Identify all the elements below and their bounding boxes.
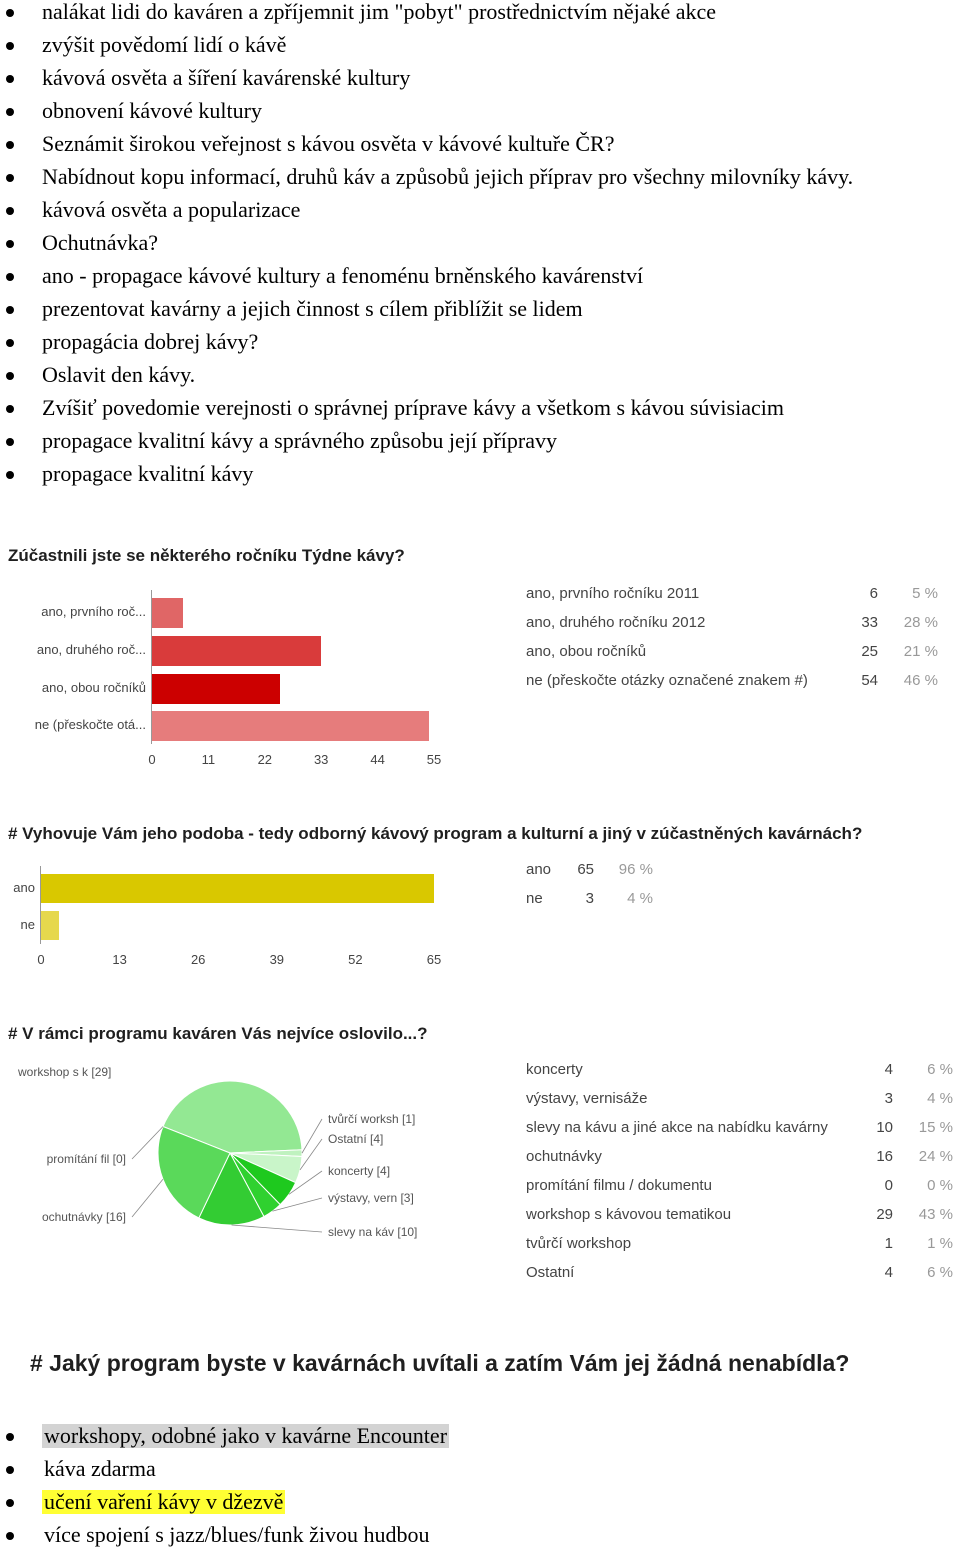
legend-row [526, 613, 938, 642]
legend-count: 4 [884, 1264, 893, 1281]
bullet-icon [6, 438, 14, 446]
x-tick-label: 44 [370, 752, 385, 767]
legend-label: ano, druhého ročníku 2012 [526, 614, 706, 631]
legend-percent: 21 % [903, 643, 938, 660]
legend-percent: 6 % [927, 1264, 953, 1281]
pie-leader-line [132, 1179, 163, 1217]
legend-percent: 4 % [927, 1090, 953, 1107]
legend-percent: 0 % [927, 1177, 953, 1194]
bullet-icon [6, 339, 14, 347]
pie-slice-label: workshop s k [29] [18, 1065, 112, 1079]
legend-label: promítání filmu / dokumentu [526, 1177, 712, 1194]
legend-label: ne [526, 890, 543, 907]
bullet-icon [6, 108, 14, 116]
legend-count: 29 [876, 1206, 893, 1223]
legend-percent: 96 % [618, 861, 653, 878]
legend-label: výstavy, vernisáže [526, 1090, 648, 1107]
legend-row [526, 1176, 953, 1205]
legend-row [526, 1089, 953, 1118]
x-tick-label: 55 [426, 752, 442, 767]
bar [152, 598, 183, 628]
bullet-icon [6, 141, 14, 149]
legend-label: ne (přeskočte otázky označené znakem #) [526, 672, 808, 689]
x-tick-label: 0 [148, 752, 156, 767]
pie-slice-label: Ostatní [4] [328, 1132, 384, 1146]
bullet-icon [6, 372, 14, 380]
legend-percent: 43 % [918, 1206, 953, 1223]
legend-label: tvůrčí workshop [526, 1235, 632, 1252]
bar [152, 711, 429, 741]
pie-leader-line [232, 1225, 322, 1232]
highlighted-text: učení vaření kávy v džezvě [44, 1489, 284, 1514]
legend-row [526, 1234, 953, 1263]
bullet-icon [6, 174, 14, 182]
pie-slice-label: výstavy, vern [3] [328, 1191, 414, 1205]
category-label: ano [13, 879, 35, 895]
chart1-title: Zúčastnili jste se některého ročníku Týdne kávy? [8, 546, 405, 565]
pie-leader-line [302, 1119, 322, 1153]
bullet-icon [6, 75, 14, 83]
x-tick-label: 33 [313, 752, 329, 767]
legend-count: 3 [585, 890, 594, 907]
category-label: ne [20, 916, 35, 932]
bullet-icon [6, 273, 14, 281]
legend-label: ano, prvního ročníku 2011 [526, 585, 700, 602]
bullet-icon [6, 9, 14, 17]
bullet-icon [6, 1499, 14, 1507]
chart2-title: # Vyhovuje Vám jeho podoba - tedy odborný kávový program a kulturní a jiný v zúčastněných kavárnách? [8, 824, 863, 843]
legend-label: ochutnávky [526, 1148, 602, 1165]
x-tick-label: 0 [37, 952, 45, 967]
legend-percent: 5 % [912, 585, 938, 602]
bullet-icon [6, 1466, 14, 1474]
bullet-icon [6, 240, 14, 248]
bullet-icon [6, 42, 14, 50]
legend-percent: 6 % [927, 1061, 953, 1078]
chart3-pie-chart [0, 1055, 460, 1275]
legend-count: 3 [884, 1090, 893, 1107]
legend-row [526, 642, 938, 671]
legend-count: 65 [577, 861, 594, 878]
bar [152, 636, 321, 666]
bullet-icon [6, 1532, 14, 1540]
legend-label: ano [526, 861, 552, 878]
legend-percent: 1 % [927, 1235, 953, 1252]
legend-row [526, 584, 938, 613]
legend-count: 54 [861, 672, 878, 689]
bar [41, 874, 434, 903]
legend-label: slevy na kávu a jiné akce na nabídku kavárny [526, 1119, 828, 1136]
category-label: ano, druhého roč... [36, 642, 146, 657]
pie-slice-label: ochutnávky [16] [41, 1210, 126, 1224]
x-tick-label: 65 [426, 952, 442, 967]
legend-row [526, 1263, 953, 1292]
bullet-icon [6, 1433, 14, 1441]
category-label: ano, prvního roč... [41, 604, 146, 619]
bullet-icon [6, 306, 14, 314]
legend-label: koncerty [526, 1061, 583, 1078]
legend-count: 0 [884, 1177, 893, 1194]
x-tick-label: 26 [190, 952, 206, 967]
legend-count: 10 [876, 1119, 893, 1136]
bar [41, 911, 59, 940]
pie-slice-label: slevy na káv [10] [328, 1225, 418, 1239]
legend-row [526, 1118, 953, 1147]
x-tick-label: 11 [201, 752, 216, 767]
bullet-icon [6, 405, 14, 413]
legend-count: 25 [861, 643, 878, 660]
highlighted-text: workshopy, odobné jako v kavárne Encounter [44, 1423, 448, 1448]
bullet-icon [6, 207, 14, 215]
pie-slice-label: promítání fil [0] [46, 1152, 126, 1166]
pie-slice-label: tvůrčí worksh [1] [328, 1112, 416, 1126]
legend-row [526, 1060, 953, 1089]
question4-title: # Jaký program byste v kavárnách uvítali a zatím Vám jej žádná nenabídla? [30, 1350, 850, 1376]
x-tick-label: 39 [269, 952, 285, 967]
legend-row [526, 889, 653, 918]
bar [152, 674, 280, 704]
chart3-title: # V rámci programu kaváren Vás nejvíce oslovilo...? [8, 1024, 428, 1043]
legend-label: ano, obou ročníků [526, 643, 647, 660]
legend-row [526, 1205, 953, 1234]
legend-count: 6 [869, 585, 878, 602]
legend-count: 4 [884, 1061, 893, 1078]
legend-row [526, 1147, 953, 1176]
x-tick-label: 22 [257, 752, 273, 767]
legend-row [526, 671, 938, 700]
legend-label: workshop s kávovou tematikou [526, 1206, 732, 1223]
legend-label: Ostatní [526, 1264, 575, 1281]
x-tick-label: 52 [348, 952, 363, 967]
legend-percent: 4 % [627, 890, 653, 907]
legend-percent: 15 % [918, 1119, 953, 1136]
legend-count: 33 [861, 614, 878, 631]
category-label: ano, obou ročníků [41, 680, 146, 695]
legend-row [526, 860, 653, 889]
x-tick-label: 13 [112, 952, 127, 967]
legend-count: 16 [876, 1148, 893, 1165]
legend-count: 1 [884, 1235, 893, 1252]
pie-slice-label: koncerty [4] [328, 1164, 391, 1178]
bullet-icon [6, 471, 14, 479]
legend-percent: 28 % [903, 614, 938, 631]
category-label: ne (přeskočte otá... [34, 717, 146, 732]
pie-leader-line [300, 1139, 322, 1170]
legend-percent: 46 % [903, 672, 938, 689]
legend-percent: 24 % [918, 1148, 953, 1165]
